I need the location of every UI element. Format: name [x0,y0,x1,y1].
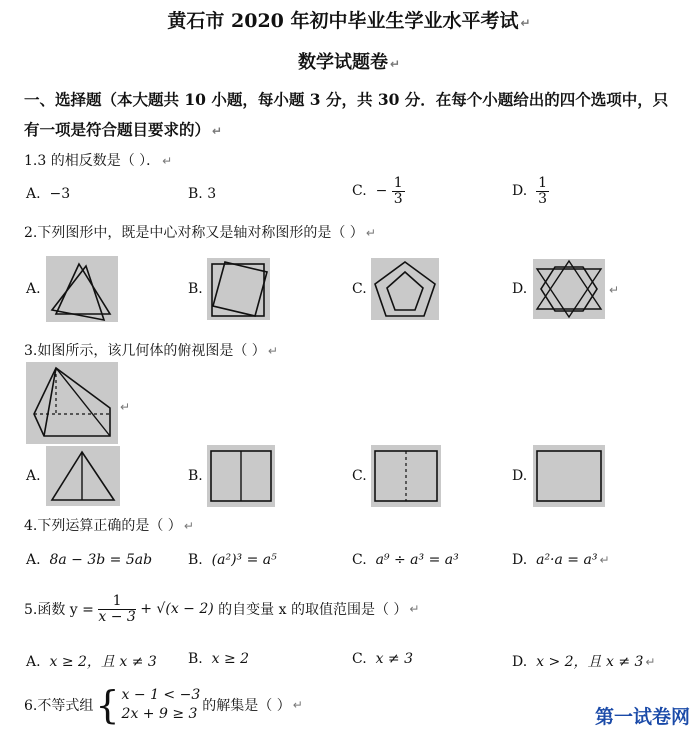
q1-option-a: A. −3 [26,186,71,202]
q3-figure-c-rectangle-dashed-line [371,445,441,507]
question-6-stem: 6.不等式组 { x − 1 < −3 2x + 9 ≥ 3 的解集是（ ） ↵ [24,683,303,727]
q2-figure-d-hexagon-triangles [533,259,605,319]
q5-option-c: C. x ≠ 3 [352,651,414,667]
section-header-line2: 有一项是符合题目要求的） ↵ [24,120,223,139]
question-1-stem: 1.3 的相反数是（ ）． ↵ [24,153,173,169]
q4-option-a: A. 8a − 3b = 5ab [26,552,153,568]
q3-option-b-label: B. [188,468,203,484]
q2-figure-a-overlapping-triangles [46,256,118,322]
q5-option-b: B. x ≥ 2 [188,651,250,667]
section-header-line1: 一、选择题（本大题共 10 小题，每小题 3 分，共 30 分．在每个小题给出的四个选项中，只 [24,90,669,109]
q1-c-fraction: $\frac{1}{3}$ [393,175,403,207]
q1-option-c: C. − $\frac{1}{3}$ [352,175,403,207]
q2-figure-c-pentagon-star [371,258,439,320]
q3-figure-return-mark: ↵ [120,400,131,414]
q5-option-a: A. x ≥ 2，且 x ≠ 3 [26,654,157,670]
q3-figure-a-triangle [46,446,120,506]
q3-option-d-label: D. [512,468,528,484]
q2-return-mark: ↵ [609,283,620,297]
q1-option-d: D. $\frac{1}{3}$ [512,175,548,207]
q2-option-d-label: D. [512,281,528,297]
q4-option-d: D. a²·a = a³ ↵ [512,552,610,568]
q2-figure-b-rotated-squares [207,258,270,320]
page-subtitle: 数学试题卷 ↵ [297,52,401,73]
q6-brace: { [95,683,120,727]
q4-option-c: C. a⁹ ÷ a³ = a³ [352,552,459,568]
q3-figure-d-rectangle [533,445,605,507]
page-title: 黄石市 2020 年初中毕业生学业水平考试 ↵ [167,10,531,32]
q5-option-d: D. x > 2，且 x ≠ 3 ↵ [512,654,656,670]
q3-figure-b-rectangle-solid-line [207,445,275,507]
question-2-stem: 2.下列图形中，既是中心对称又是轴对称图形的是（ ） ↵ [24,225,376,241]
q3-option-c-label: C. [352,468,367,484]
q2-option-c-label: C. [352,281,367,297]
question-5-stem: 5.函数 y = $\frac{1}{x - 3}$ + √(x − 2) 的自变量 x 的取值范围是（ ） ↵ [24,593,420,625]
q3-solid-figure [26,362,118,444]
q1-d-fraction: $\frac{1}{3}$ [538,175,548,207]
q5-fraction: $\frac{1}{x - 3}$ [98,593,136,625]
watermark-logo: 第一试卷网 [594,706,690,728]
question-4-stem: 4.下列运算正确的是（ ） ↵ [24,518,194,534]
q4-option-b: B. (a²)³ = a⁵ [188,552,277,568]
q1-option-b: B. 3 [188,186,217,202]
q2-option-a-label: A. [26,281,41,297]
q3-option-a-label: A. [26,468,41,484]
q6-inequality-system: x − 1 < −3 2x + 9 ≥ 3 [121,687,201,722]
question-3-stem: 3.如图所示，该几何体的俯视图是（ ） ↵ [24,343,278,359]
q2-option-b-label: B. [188,281,203,297]
